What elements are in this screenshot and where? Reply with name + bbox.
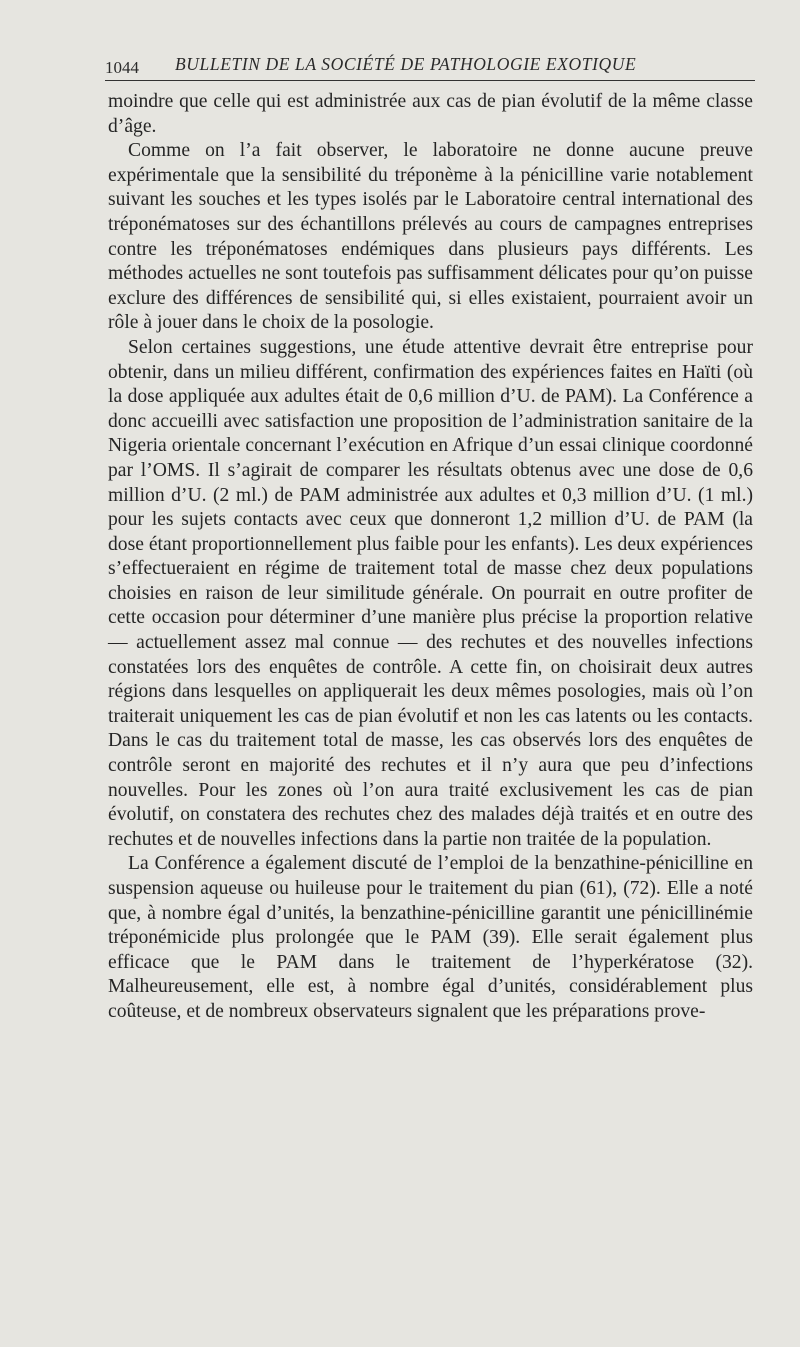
paragraph-2: Comme on l’a fait observer, le laboratoire ne donne aucune preuve expérimentale que la sensibilité du tréponème à la pénicilline varie notablement suivant les souches et les types isolés par le Laboratoire central international des tréponématoses sur des échantillons prélevés au cours de campagnes entreprises contre les tréponématoses endémiques dans plusieurs pays différents. Les méthodes actuelles ne sont toutefois pas suffisamment délicates pour qu’on puisse exclure des différences de sensibilité qui, si elles existaient, pourraient avoir un rôle à jouer dans le choix de la posologie. [108,140,753,334]
header-rule [105,80,755,81]
running-title: BULLETIN DE LA SOCIÉTÉ DE PATHOLOGIE EXOTIQUE [175,54,637,74]
paragraph-4: La Conférence a également discuté de l’emploi de la benzathine-pénicilline en suspension aqueuse ou huileuse pour le traitement du pian (61), (72). Elle a noté que, à nombre égal d’unités, la benzathine-pénicilline garantit une pénicillinémie tréponémicide plus prolongée que le PAM (39). Elle serait également plus efficace que le PAM dans le traitement de l’hyperkératose (32). Malheureusement, elle est, à nombre égal d’unités, considérablement plus coûteuse, et de nombreux observateurs signalent que les préparations prove- [108,853,753,1022]
paragraph-3: Selon certaines suggestions, une étude attentive devrait être entreprise pour obtenir, dans un milieu différent, confirmation des expériences faites en Haïti (où la dose appliquée aux adultes était de 0,6 million d’U. de PAM). La Conférence a donc accueilli avec satisfaction une proposition de l’administration sanitaire de la Nigeria orientale concernant l’exécution en Afrique d’un essai clinique coordonné par l’OMS. Il s’agirait de comparer les résultats obtenus avec une dose de 0,6 million d’U. (2 ml.) de PAM administrée aux adultes et 0,3 million d’U. (1 ml.) pour les sujets contacts avec ceux que donneront 1,2 million d’U. de PAM (la dose étant proportionnellement plus faible pour les enfants). Les deux expériences s’effectueraient en régime de traitement total de masse chez deux populations choisies en raison de leur similitude générale. On pourrait en outre profiter de cette occasion pour déterminer d’une manière plus précise la proportion relative — actuellement assez mal connue — des rechutes et des nouvelles infections constatées lors des enquêtes de contrôle. A cette fin, on choisirait deux autres régions dans lesquelles on appliquerait les deux mêmes posologies, mais où l’on traiterait uniquement les cas de pian évolutif et non les cas latents ou les contacts. Dans le cas du traitement total de masse, les cas observés lors des enquêtes de contrôle seront en majorité des rechutes et il n’y aura que peu d’infections nouvelles. Pour les zones où l’on aura traité exclusivement les cas de pian évolutif, on constatera des rechutes chez des malades déjà traités et en outre des rechutes et de nouvelles infections dans la partie non traitée de la population. [108,336,753,850]
page-number: 1044 [105,58,139,77]
paragraph-1: moindre que celle qui est administrée aux cas de pian évolutif de la même classe d’âge. [108,91,753,137]
page-header [105,52,755,78]
body-text [108,90,753,1025]
